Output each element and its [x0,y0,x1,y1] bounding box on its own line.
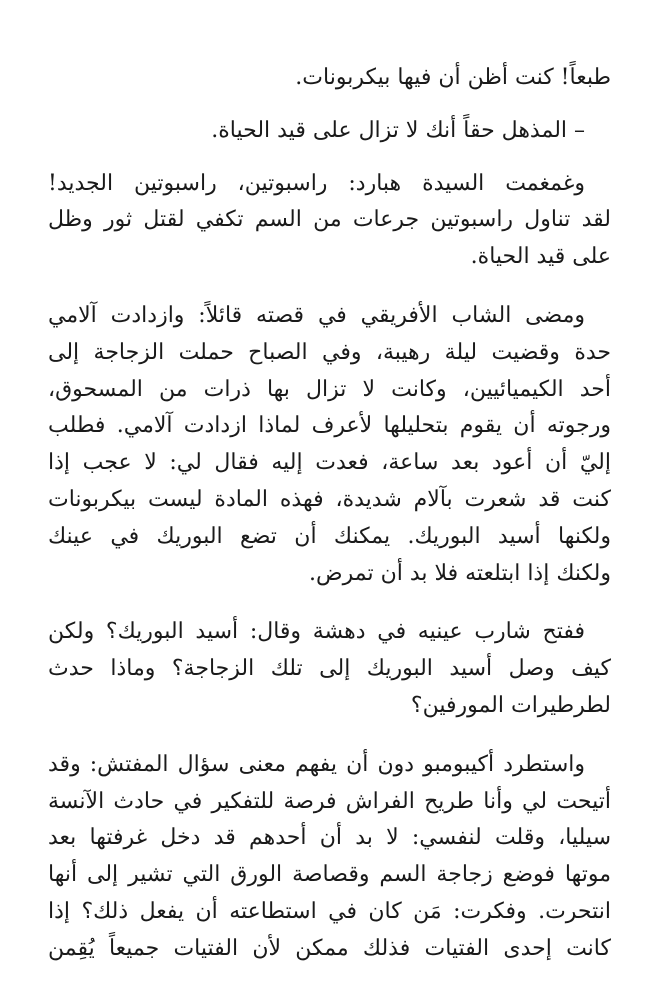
text-line: لطرطيرات المورفين؟ [410,692,611,718]
text-line: على قيد الحياة. [470,244,611,270]
text-line: ومضى الشاب الأفريقي في قصته قائلاً: وازدادت آلامي [48,302,585,328]
text-line: طبعاً! كنت أظن أن فيها بيكربونات. [295,65,611,90]
text-line: حدة وقضيت ليلة رهيبة، وفي الصباح حملت الزجاجة إلى [48,339,611,365]
paragraph-1 [48,60,611,97]
paragraph-4 [48,298,611,592]
text-line: واستطرد أكيبومبو دون أن يفهم معنى سؤال المفتش: وقد [48,751,585,777]
text-line: انتحرت. وفكرت: مَن كان في استطاعته أن يفعل ذلك؟ إذا [48,898,611,924]
text-line: ففتح شارب عينيه في دهشة وقال: أسيد البوريك؟ ولكن [48,619,585,645]
text-line: إليّ أن أعود بعد ساعة، فعدت إليه فقال لي: لا عجب إذا [48,450,611,476]
text-line: ولكنك إذا ابتلعته فلا بد أن تمرض. [309,560,611,586]
paragraph-2 [48,113,611,150]
text-line: كانت إحدى الفتيات فذلك ممكن لأن الفتيات جميعاً يُقِمن [48,935,611,961]
paragraph-5 [48,614,611,724]
text-line: سيليا، وقلت لنفسي: لا بد أن أحدهم قد دخل غرفتها بعد [48,825,611,851]
text-line: أحد الكيميائيين، وكانت لا تزال بها ذرات من المسحوق، [48,376,611,402]
text-line: ولكنها أسيد البوريك. يمكنك أن تضع البوريك في عينك [48,523,611,549]
text-line: ورجوته أن يقوم بتحليلها لأعرف لماذا ازدادت آلامي. فطلب [48,413,611,439]
text-line: وغمغمت السيدة هبارد: راسبوتين، راسبوتين الجديد! [48,170,585,196]
text-line: كنت قد شعرت بآلام شديدة، فهذه المادة ليست بيكربونات [48,486,611,512]
text-line: موتها فوضع زجاجة السم وقصاصة الورق التي تشير إلى أنها [48,862,611,888]
text-line: – المذهل حقاً أنك لا تزال على قيد الحياة. [211,117,585,143]
text-line: لقد تناول راسبوتين جرعات من السم تكفي لقتل ثور وظل [48,207,611,233]
paragraph-6 [48,747,611,968]
text-line: كيف وصل أسيد البوريك إلى تلك الزجاجة؟ وماذا حدث [48,656,611,682]
paragraph-3 [48,166,611,276]
text-line: أتيحت لي وأنا طريح الفراش فرصة للتفكير في حادث الآنسة [48,788,611,814]
